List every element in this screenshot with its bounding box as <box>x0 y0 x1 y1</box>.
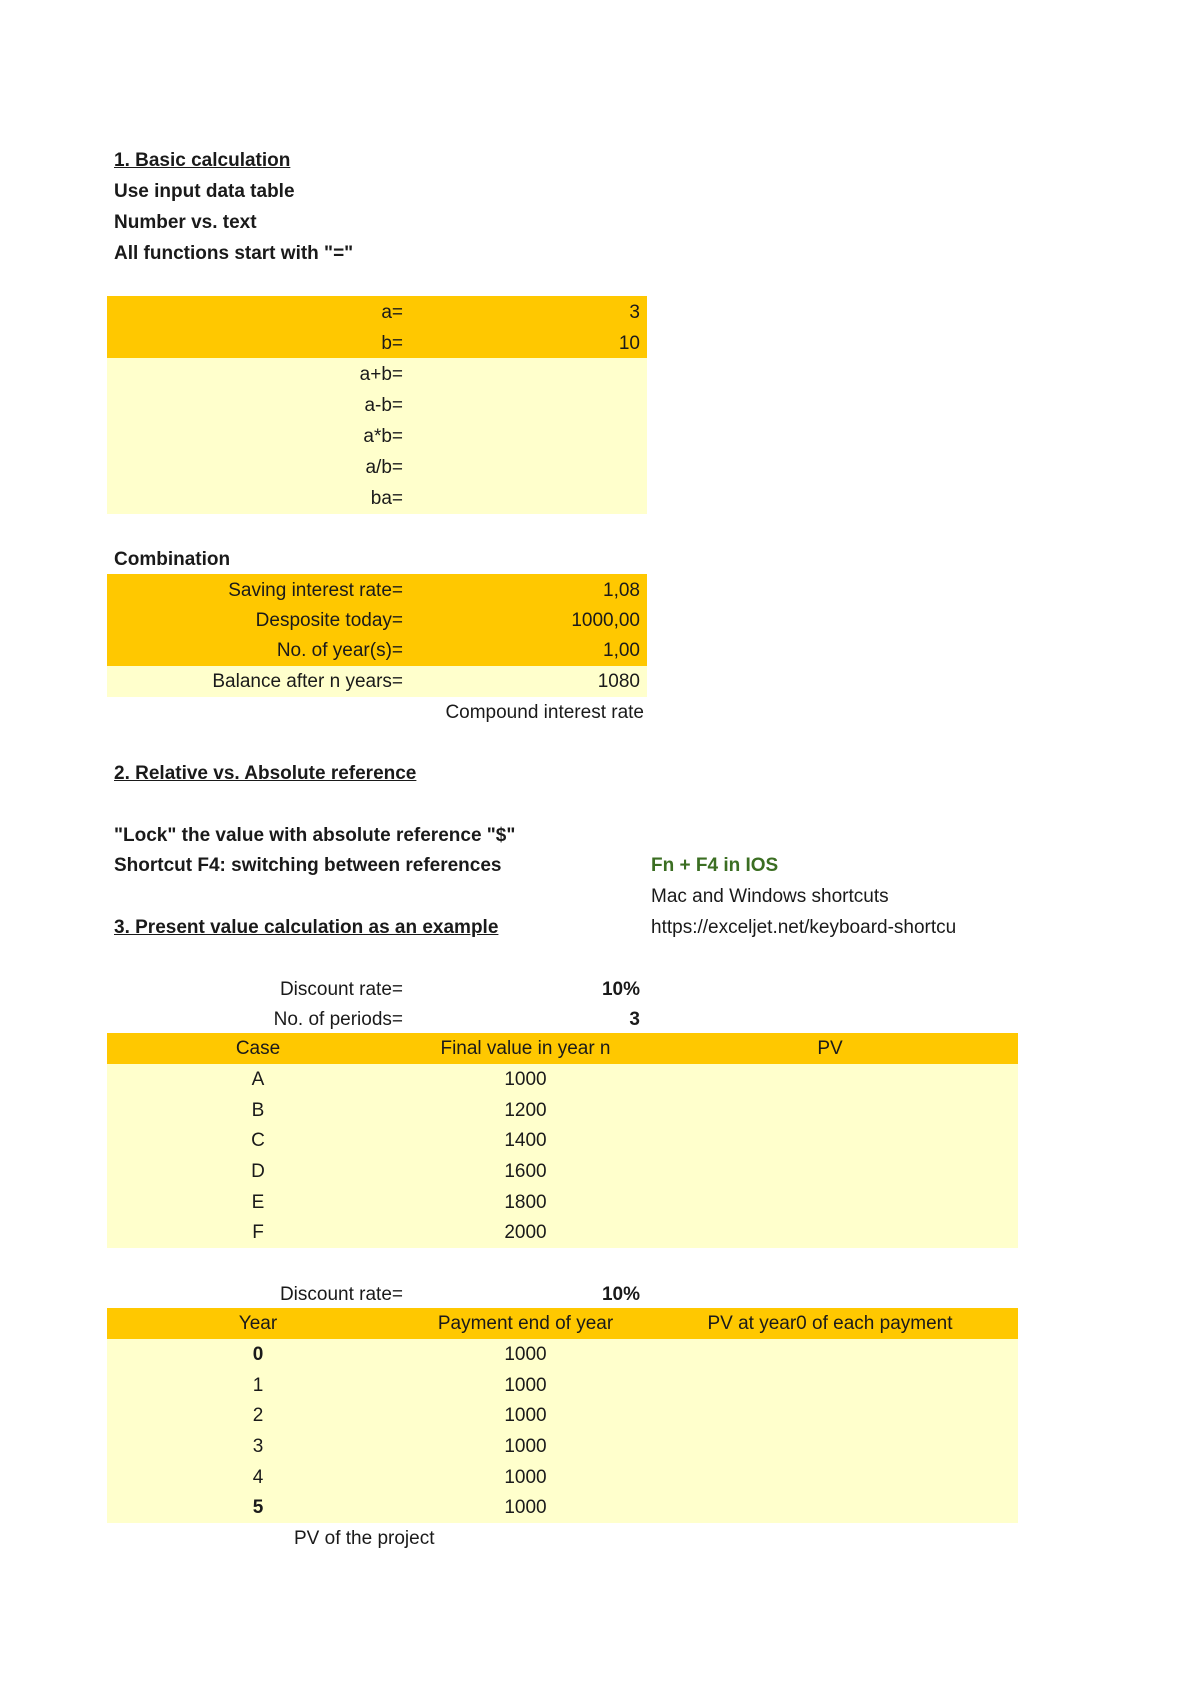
label-deposit: Desposite today= <box>255 610 403 631</box>
compound-interest-note: Compound interest rate <box>445 702 644 723</box>
discount-rate-value-1[interactable]: 10% <box>601 979 640 1000</box>
label-a-minus-b: a-b= <box>364 395 403 416</box>
label-b: b= <box>381 333 403 354</box>
pv-case-cell: B <box>251 1100 265 1121</box>
payment-year-cell: 1 <box>252 1375 264 1396</box>
section3-heading: 3. Present value calculation as an example <box>114 917 499 938</box>
value-b[interactable]: 10 <box>618 333 640 354</box>
pv-case-cell: E <box>251 1192 265 1213</box>
pv-case-cell: F <box>252 1222 264 1243</box>
periods-label: No. of periods= <box>273 1009 403 1030</box>
note-number-text: Number vs. text <box>114 212 257 233</box>
label-a-div-b: a/b= <box>365 457 403 478</box>
section1-heading: 1. Basic calculation <box>114 150 291 171</box>
pv-final-value-cell[interactable]: 1400 <box>504 1130 547 1151</box>
pv-of-project-label: PV of the project <box>294 1528 435 1549</box>
payment-year-cell: 0 <box>252 1344 264 1365</box>
pv-final-value-cell[interactable]: 2000 <box>504 1222 547 1243</box>
note-input-table: Use input data table <box>114 181 295 202</box>
label-a-plus-b: a+b= <box>359 364 403 385</box>
pv-case-cell: C <box>251 1130 265 1151</box>
payment-amount-cell[interactable]: 1000 <box>504 1405 547 1426</box>
label-a-times-b: a*b= <box>363 426 403 447</box>
label-saving-rate: Saving interest rate= <box>228 580 403 601</box>
ios-shortcut-note: Fn + F4 in IOS <box>651 855 779 876</box>
payment-year-cell: 5 <box>252 1497 264 1518</box>
payment-amount-cell[interactable]: 1000 <box>504 1436 547 1457</box>
payment-year-cell: 3 <box>252 1436 264 1457</box>
value-saving-rate[interactable]: 1,08 <box>603 580 640 601</box>
pv-case-cell: D <box>251 1161 265 1182</box>
section2-heading: 2. Relative vs. Absolute reference <box>114 763 417 784</box>
pv-case-cell: A <box>251 1069 265 1090</box>
payment-amount-cell[interactable]: 1000 <box>504 1375 547 1396</box>
discount-rate-label-2: Discount rate= <box>279 1284 403 1305</box>
pv-header-pv: PV <box>817 1038 843 1059</box>
mac-windows-note: Mac and Windows shortcuts <box>651 886 889 907</box>
label-balance: Balance after n years= <box>212 671 403 692</box>
label-b-pow-a: ba= <box>370 488 403 509</box>
label-years: No. of year(s)= <box>276 640 403 661</box>
value-a[interactable]: 3 <box>629 302 640 323</box>
discount-rate-label-1: Discount rate= <box>279 979 403 1000</box>
value-deposit[interactable]: 1000,00 <box>571 610 640 631</box>
label-a: a= <box>381 302 403 323</box>
pv-final-value-cell[interactable]: 1000 <box>504 1069 547 1090</box>
payment-amount-cell[interactable]: 1000 <box>504 1467 547 1488</box>
value-balance[interactable]: 1080 <box>597 671 640 692</box>
payment-year-cell: 2 <box>252 1405 264 1426</box>
payment-header-year: Year <box>238 1313 278 1334</box>
pv-final-value-cell[interactable]: 1800 <box>504 1192 547 1213</box>
note-functions: All functions start with "=" <box>114 243 354 264</box>
pv-final-value-cell[interactable]: 1200 <box>504 1100 547 1121</box>
shortcuts-link[interactable]: https://exceljet.net/keyboard-shortcu <box>651 917 957 938</box>
pv-header-final-value: Final value in year n <box>440 1038 611 1059</box>
shortcut-note: Shortcut F4: switching between references <box>114 855 502 876</box>
payment-header-payment: Payment end of year <box>437 1313 614 1334</box>
payment-header-pv: PV at year0 of each payment <box>707 1313 953 1334</box>
lock-note: "Lock" the value with absolute reference "$" <box>114 825 516 846</box>
discount-rate-value-2[interactable]: 10% <box>601 1284 640 1305</box>
pv-header-case: Case <box>235 1038 281 1059</box>
pv-final-value-cell[interactable]: 1600 <box>504 1161 547 1182</box>
periods-value[interactable]: 3 <box>629 1009 640 1030</box>
payment-year-cell: 4 <box>252 1467 264 1488</box>
payment-amount-cell[interactable]: 1000 <box>504 1344 547 1365</box>
combination-heading: Combination <box>114 549 231 570</box>
payment-amount-cell[interactable]: 1000 <box>504 1497 547 1518</box>
value-years[interactable]: 1,00 <box>603 640 640 661</box>
